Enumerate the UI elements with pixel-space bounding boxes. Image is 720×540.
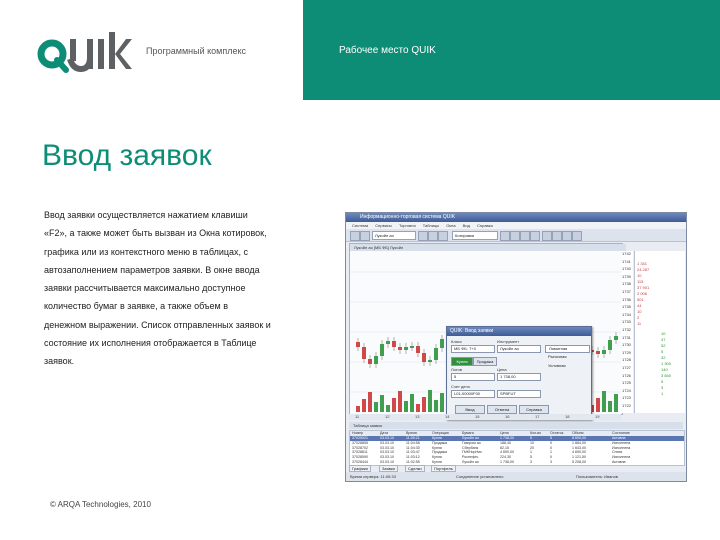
- candle-body: [614, 336, 618, 340]
- toolbar-button[interactable]: [572, 231, 582, 241]
- candle-body: [608, 340, 612, 350]
- volume-bar: [422, 397, 426, 412]
- time-axis: [349, 414, 621, 420]
- dialog-titlebar[interactable]: [447, 327, 591, 336]
- class-label: Класс: [451, 339, 462, 344]
- order-cell: 03.03.10: [380, 445, 394, 450]
- quote-row-ask[interactable]: [635, 285, 685, 290]
- order-cell: 1: [530, 450, 532, 455]
- price-scale-label: 1724: [622, 387, 631, 393]
- order-cell: 11:03:47: [406, 450, 420, 455]
- price-scale-label: 1722: [622, 403, 631, 408]
- price-scale-label: 1742: [622, 251, 631, 256]
- order-cell: 5: [550, 436, 552, 440]
- quote-row-ask[interactable]: [635, 315, 685, 320]
- price-scale-label: 1723: [622, 395, 631, 401]
- order-cell: 1 884,00: [572, 440, 586, 445]
- candle-body: [356, 342, 360, 347]
- price-scale-label: 1732: [622, 327, 631, 332]
- account-field[interactable]: L01-00000F00: [451, 390, 495, 398]
- order-cell: 224,30: [500, 455, 511, 460]
- class-field[interactable]: МБ ФБ: Т+0: [451, 345, 495, 353]
- order-cell: 0: [550, 455, 552, 460]
- ask-volume: 11: [637, 321, 642, 326]
- volume-bar: [434, 400, 438, 412]
- bid-volume: 47: [661, 337, 666, 342]
- product-subtitle: Программный комплекс: [146, 46, 247, 56]
- order-cell: Продажа: [432, 450, 447, 455]
- quote-row-ask[interactable]: [635, 291, 685, 296]
- quote-row-bid[interactable]: [635, 385, 685, 390]
- ask-volume: 1 341: [637, 261, 648, 266]
- toolbar-button[interactable]: [542, 231, 552, 241]
- quote-row-bid[interactable]: [635, 343, 685, 348]
- order-cell: 1 736,00: [500, 460, 514, 464]
- order-cell: 0: [550, 440, 552, 445]
- column-header[interactable]: Остаток: [550, 431, 564, 435]
- volume-bar: [380, 395, 384, 412]
- quote-row-ask[interactable]: [635, 273, 685, 278]
- time-axis-label: 11: [355, 414, 360, 419]
- toolbar-button[interactable]: [520, 231, 530, 241]
- ask-volume: 44: [637, 303, 642, 308]
- price-scale: [621, 251, 633, 413]
- order-cell: Исполнена: [612, 440, 631, 445]
- time-axis-label: 17: [535, 414, 540, 419]
- column-header[interactable]: Кол-во: [530, 431, 542, 435]
- menu-item[interactable]: Вид: [462, 223, 470, 228]
- candle-body: [398, 347, 402, 350]
- time-axis-label: 19: [595, 414, 600, 419]
- candle-body: [596, 351, 600, 354]
- candle-body: [386, 341, 390, 344]
- toolbar-button[interactable]: [500, 231, 510, 241]
- order-cell: ГМКНорНик: [462, 450, 482, 455]
- status-bar: [346, 472, 686, 481]
- toolbar-button[interactable]: [510, 231, 520, 241]
- candle-body: [440, 339, 444, 348]
- orders-title: Таблица заявок: [353, 423, 383, 428]
- window-tabs: [349, 465, 683, 471]
- price-scale-label: 1725: [622, 380, 631, 386]
- quote-row-bid[interactable]: [635, 349, 685, 354]
- menu-bar: [346, 222, 686, 229]
- body-line: Ввод заявки осуществляется нажатием клавиши: [44, 210, 248, 220]
- order-cell: 37028611: [352, 450, 368, 455]
- help-button[interactable]: Справка: [519, 405, 549, 414]
- chart-header: Лукойл ао [МБ ФБ] Лукойл: [350, 244, 626, 251]
- order-cell: Купля: [432, 455, 442, 460]
- order-cell: 5 208,00: [572, 460, 586, 464]
- order-cell: 20: [530, 445, 534, 450]
- order-type-limit[interactable]: Лимитная: [545, 345, 590, 353]
- candle-body: [416, 346, 420, 353]
- orders-table[interactable]: [349, 430, 685, 466]
- volume-bar: [596, 398, 600, 412]
- order-cell: 03.03.10: [380, 440, 394, 445]
- body-line: количество бумаг в заявке, а также объем в: [44, 301, 229, 312]
- order-type-stop[interactable]: Условная: [548, 363, 566, 368]
- dialog-title: QUIK: Ввод заявки: [450, 328, 494, 334]
- tab-trades[interactable]: Сделки: [405, 465, 425, 472]
- cancel-button[interactable]: Отмена: [487, 405, 517, 414]
- candle-body: [602, 350, 606, 354]
- window-select[interactable]: Котировки: [452, 231, 498, 240]
- order-cell: Активна: [612, 436, 626, 440]
- tab-orders[interactable]: Заявки: [379, 465, 398, 472]
- price-scale-label: 1741: [622, 258, 631, 264]
- price-scale-label: 1735: [622, 304, 631, 310]
- volume-bar: [362, 399, 366, 412]
- column-header[interactable]: Цена: [500, 431, 509, 435]
- orders-table-header: [349, 422, 683, 429]
- ask-volume: 37 901: [637, 285, 650, 290]
- order-cell: 37028855: [352, 440, 368, 445]
- sell-radio[interactable]: Продажа: [473, 357, 497, 366]
- quik-logo: [36, 30, 132, 78]
- order-cell: 03.03.10: [380, 436, 394, 440]
- menu-item[interactable]: Справка: [477, 223, 493, 228]
- order-cell: 3: [530, 460, 532, 464]
- instrument-label: Инструмент: [497, 339, 520, 344]
- time-axis-label: 13: [415, 414, 420, 419]
- order-cell: 1 121,50: [572, 455, 586, 460]
- price-scale-label: 1739: [622, 273, 631, 279]
- order-cell: 1 738,00: [500, 436, 514, 440]
- bid-volume: 3: [661, 385, 664, 390]
- toolbar-button[interactable]: [562, 231, 572, 241]
- quote-row-ask[interactable]: [635, 267, 685, 272]
- time-axis-label: 14: [445, 414, 450, 419]
- body-line: «F2», а также может быть вызван из Окна котировок,: [44, 228, 267, 239]
- column-header[interactable]: Дата: [380, 431, 388, 435]
- order-cell: 5: [530, 455, 532, 460]
- column-header[interactable]: Бумага: [462, 431, 474, 435]
- tab-charts[interactable]: Графики: [349, 465, 371, 472]
- price-scale-label: 1734: [622, 311, 631, 317]
- order-cell: 0: [550, 445, 552, 450]
- column-header[interactable]: Время: [406, 431, 417, 435]
- ask-volume: 10: [637, 309, 642, 314]
- order-cell: 1 643,00: [572, 445, 586, 450]
- body-line: заявки рассчитывается максимально доступное: [44, 283, 246, 294]
- volume-bar: [416, 404, 420, 412]
- order-cell: 10: [530, 440, 534, 445]
- toolbar-button[interactable]: [530, 231, 540, 241]
- price-label: Цена: [497, 367, 507, 372]
- ask-volume: 10: [637, 273, 642, 278]
- price-scale-label: 1728: [622, 357, 631, 363]
- order-cell: 11:03:12: [406, 455, 420, 460]
- order-cell: Продажа: [432, 440, 447, 445]
- candle-body: [392, 341, 396, 347]
- quote-row-bid[interactable]: [635, 337, 685, 342]
- candle-body: [404, 347, 408, 350]
- bid-volume: 32: [661, 355, 666, 360]
- order-cell: 3: [550, 460, 552, 464]
- price-scale-label: 1733: [622, 319, 631, 325]
- price-scale-label: 1730: [622, 342, 631, 348]
- menu-item[interactable]: Окна: [446, 223, 456, 228]
- submit-button[interactable]: Ввод: [455, 405, 485, 414]
- lots-label: Лотов: [451, 367, 462, 372]
- chart-window[interactable]: [349, 243, 623, 415]
- body-line: графика или из контекстного меню в таблицах, с: [44, 246, 249, 257]
- order-cell: 03.03.10: [380, 460, 394, 464]
- price-scale-label: 1736: [622, 296, 631, 302]
- quote-row-bid[interactable]: [635, 367, 685, 372]
- price-scale-label: 1727: [622, 365, 631, 370]
- lots-field[interactable]: 5: [451, 373, 495, 381]
- price-scale-label: 1738: [622, 281, 631, 287]
- ask-volume: 2 006: [637, 291, 648, 296]
- price-scale-label: 1726: [622, 372, 631, 378]
- order-cell: 03.03.10: [380, 455, 394, 460]
- quote-row-bid[interactable]: [635, 391, 685, 396]
- column-header[interactable]: Состояние: [612, 431, 630, 435]
- time-axis-label: 12: [385, 414, 390, 419]
- order-cell: 82,15: [500, 445, 509, 450]
- quotes-window[interactable]: [634, 251, 685, 413]
- volume-bar: [374, 402, 378, 412]
- menu-item[interactable]: Таблицы: [422, 223, 440, 228]
- quote-row-ask[interactable]: [635, 303, 685, 308]
- window-titlebar[interactable]: [346, 213, 686, 222]
- order-cell: Купля: [432, 460, 442, 464]
- order-cell: 11:05:21: [406, 436, 420, 440]
- order-cell: Газпром ао: [462, 440, 481, 445]
- order-cell: 11:04:58: [406, 440, 420, 445]
- bid-volume: 5: [661, 379, 664, 384]
- volume-bar: [614, 394, 618, 412]
- order-type-market[interactable]: Рыночная: [548, 354, 567, 359]
- order-cell: Роснефть: [462, 455, 479, 460]
- order-cell: 1: [550, 450, 552, 455]
- instrument-select[interactable]: Лукойл ао: [372, 231, 416, 240]
- price-scale-label: 1737: [622, 289, 631, 294]
- bid-volume: 1: [661, 391, 664, 396]
- toolbar-button[interactable]: [552, 231, 562, 241]
- body-line: денежном выражении. Список отправленных заявок и: [44, 319, 271, 330]
- volume-bar: [398, 391, 402, 412]
- ask-volume: 24 287: [637, 267, 650, 272]
- order-cell: Лукойл ао: [462, 436, 479, 440]
- bid-volume: 5: [661, 349, 664, 354]
- body-line: состояние их исполнения отображается в Таблице: [44, 338, 257, 349]
- window-title: Информационно-торговая система QUIK: [360, 214, 456, 220]
- quote-row-bid[interactable]: [635, 379, 685, 384]
- order-cell: 37028702: [352, 445, 368, 450]
- ask-volume: 2: [637, 315, 640, 320]
- order-cell: 5: [530, 436, 532, 440]
- tab-portfolio[interactable]: Портфель: [431, 465, 456, 472]
- quote-row-ask[interactable]: [635, 309, 685, 314]
- order-cell: 8 690,00: [572, 436, 586, 440]
- volume-bar: [392, 398, 396, 412]
- order-cell: 188,40: [500, 440, 511, 445]
- order-cell: Купля: [432, 436, 442, 440]
- column-header[interactable]: Операция: [432, 431, 449, 435]
- order-cell: 4 690,00: [572, 450, 586, 455]
- candle-body: [410, 346, 414, 348]
- toolbar-button[interactable]: [360, 231, 370, 241]
- quote-row-bid[interactable]: [635, 373, 685, 378]
- price-scale-label: 1729: [622, 349, 631, 355]
- column-header[interactable]: Номер: [352, 431, 364, 435]
- status-server-time: Время сервера: 11:05:33: [350, 474, 396, 479]
- order-cell: Снята: [612, 450, 623, 455]
- volume-bar: [602, 391, 606, 412]
- slide-title: Ввод заявок: [42, 139, 212, 172]
- price-scale-label: 1731: [622, 334, 631, 340]
- candle-body: [434, 348, 438, 360]
- candle-body: [422, 353, 426, 362]
- quote-row-bid[interactable]: [635, 331, 685, 336]
- section-title: Рабочее место QUIK: [339, 45, 436, 56]
- quote-row-ask[interactable]: [635, 261, 685, 266]
- price-scale-label: 1740: [622, 266, 631, 272]
- toolbar-button[interactable]: [418, 231, 428, 241]
- bid-volume: 10: [661, 331, 666, 336]
- menu-item[interactable]: Сервисы: [375, 223, 392, 228]
- bid-volume: 140: [661, 367, 668, 372]
- order-cell: Купля: [432, 445, 442, 450]
- order-cell: 37029021: [352, 436, 368, 440]
- order-cell: Лукойл ао: [462, 460, 479, 464]
- candle-body: [362, 347, 366, 359]
- order-cell: 11:02:55: [406, 460, 420, 464]
- bid-volume: 3 840: [661, 373, 672, 378]
- quik-screenshot: [345, 212, 687, 482]
- volume-bar: [356, 406, 360, 412]
- header-banner: [303, 0, 720, 100]
- order-cell: 03.03.10: [380, 450, 394, 455]
- bid-volume: 52: [661, 343, 666, 348]
- time-axis-label: 16: [505, 414, 510, 419]
- quote-row-ask[interactable]: [635, 321, 685, 326]
- menu-item[interactable]: Система: [352, 223, 369, 228]
- candle-body: [428, 360, 432, 362]
- client-code-field[interactable]: SPBFUT: [497, 390, 541, 398]
- toolbar: [346, 229, 686, 242]
- volume-bar: [410, 394, 414, 412]
- quote-row-ask[interactable]: [635, 279, 685, 284]
- order-cell: 37028590: [352, 455, 368, 460]
- order-cell: Исполнена: [612, 455, 631, 460]
- quote-row-ask[interactable]: [635, 297, 685, 302]
- copyright-footer: © ARQA Technologies, 2010: [50, 500, 151, 509]
- price-field[interactable]: 1 738,00: [497, 373, 541, 381]
- column-header[interactable]: Объем: [572, 431, 584, 435]
- toolbar-button[interactable]: [438, 231, 448, 241]
- volume-bar: [368, 392, 372, 412]
- candle-body: [380, 344, 384, 356]
- candle-body: [368, 359, 372, 364]
- menu-item[interactable]: Торговля: [398, 223, 416, 228]
- volume-bar: [404, 401, 408, 412]
- order-cell: Активна: [612, 460, 626, 464]
- buy-radio[interactable]: Купля: [451, 357, 473, 366]
- volume-bar: [608, 401, 612, 412]
- volume-bar: [428, 390, 432, 412]
- order-cell: Сбербанк: [462, 445, 479, 450]
- toolbar-button[interactable]: [428, 231, 438, 241]
- ask-volume: 501: [637, 297, 644, 302]
- volume-bar: [386, 405, 390, 412]
- bid-volume: 1 300: [661, 361, 672, 366]
- body-line: заявок.: [44, 356, 75, 367]
- status-user: Пользователь: Иванов: [576, 474, 618, 479]
- time-axis-label: 18: [565, 414, 570, 419]
- order-cell: 4 690,00: [500, 450, 514, 455]
- candle-body: [374, 356, 378, 364]
- body-text: [44, 206, 306, 371]
- volume-bar: [440, 393, 444, 412]
- header-left: [0, 0, 303, 100]
- quote-row-bid[interactable]: [635, 355, 685, 360]
- order-cell: 11:04:30: [406, 445, 420, 450]
- order-cell: Исполнена: [612, 445, 631, 450]
- quote-row-bid[interactable]: [635, 361, 685, 366]
- order-cell: 37028444: [352, 460, 368, 464]
- body-line: автозаполнением параметров заявки. В окне ввода: [44, 264, 260, 275]
- ask-volume: 115: [637, 279, 644, 284]
- order-entry-dialog: [446, 326, 592, 420]
- account-label: Счет депо: [451, 384, 470, 389]
- status-connection: Соединение установлено: [456, 474, 504, 479]
- time-axis-label: 15: [475, 414, 480, 419]
- toolbar-button[interactable]: [350, 231, 360, 241]
- instrument-field[interactable]: Лукойл ао: [497, 345, 541, 353]
